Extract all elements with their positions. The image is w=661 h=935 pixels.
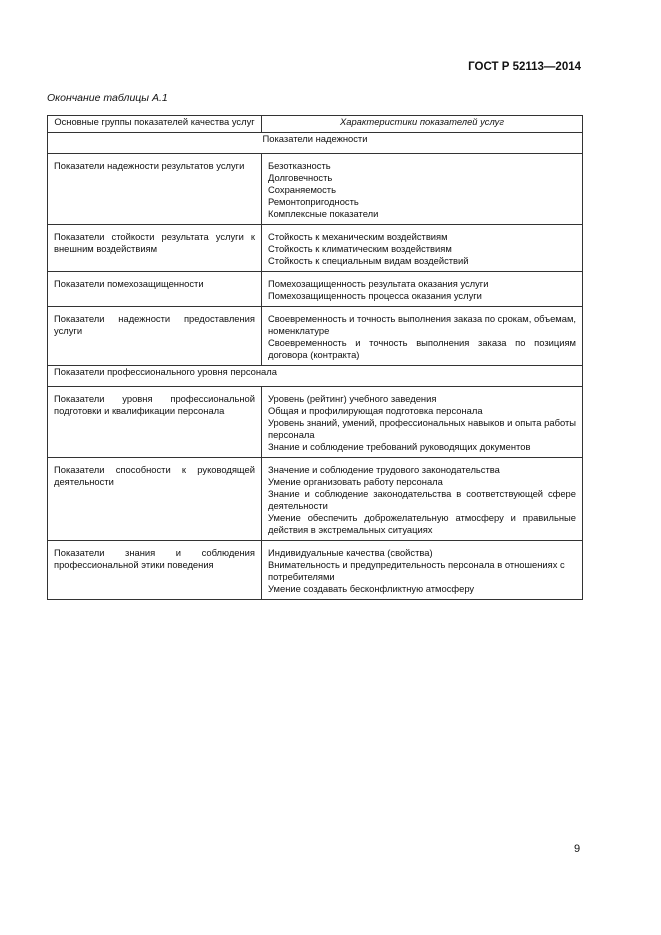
characteristic-item: Комплексные показатели — [268, 208, 379, 219]
characteristics-cell — [262, 154, 583, 225]
table-caption: Окончание таблицы А.1 — [47, 92, 168, 104]
characteristics-cell — [262, 387, 583, 458]
page-number: 9 — [574, 843, 581, 855]
section-row-reliability — [48, 133, 583, 154]
characteristic-item: Умение организовать работу персонала — [268, 476, 443, 487]
characteristic-item: Стойкость к механическим воздействиям — [268, 231, 448, 242]
group-cell: Показатели уровня профессиональной подготовки и квалификации персонала — [48, 387, 262, 458]
characteristic-item: Уровень (рейтинг) учебного заведения — [268, 393, 437, 404]
characteristic-item: Стойкость к климатическим воздействиям — [268, 243, 452, 254]
document-code: ГОСТ Р 52113—2014 — [468, 61, 581, 73]
characteristic-item: Своевременность и точность выполнения заказа по срокам, объемам, номенклатуре — [268, 313, 577, 336]
characteristic-item: Умение обеспечить доброжелательную атмосферу и правильные действия в экстремальных ситуациях — [268, 512, 576, 535]
characteristic-item: Знание и соблюдение требований руководящих документов — [268, 441, 531, 452]
characteristic-item: Долговечность — [268, 172, 333, 183]
column-header-groups: Основные группы показателей качества услуг — [48, 116, 262, 133]
section-row-personnel — [48, 366, 583, 387]
characteristic-item: Индивидуальные качества (свойства) — [268, 547, 433, 558]
section-title: Показатели профессионального уровня персонала — [48, 366, 583, 387]
table-row — [48, 272, 583, 307]
characteristics-cell — [262, 458, 583, 541]
table-row — [48, 225, 583, 272]
group-cell: Показатели помехозащищенности — [48, 272, 262, 307]
group-cell: Показатели надежности предоставления услуги — [48, 307, 262, 366]
table-row — [48, 387, 583, 458]
characteristics-cell — [262, 272, 583, 307]
characteristic-item: Сохраняемость — [268, 184, 336, 195]
group-cell: Показатели знания и соблюдения профессиональной этики поведения — [48, 541, 262, 600]
characteristic-item: Помехозащищенность результата оказания услуги — [268, 278, 489, 289]
characteristic-item: Общая и профилирующая подготовка персонала — [268, 405, 483, 416]
characteristics-cell — [262, 225, 583, 272]
table-header-row — [48, 116, 583, 133]
characteristic-item: Стойкость к специальным видам воздействий — [268, 255, 469, 266]
table-row — [48, 541, 583, 600]
group-cell: Показатели надежности результатов услуги — [48, 154, 262, 225]
characteristic-item: Безотказность — [268, 160, 331, 171]
characteristic-item: Знание и соблюдение законодательства в соответствующей сфере деятельности — [268, 488, 576, 511]
table-row — [48, 307, 583, 366]
column-header-characteristics: Характеристики показателей услуг — [262, 116, 583, 133]
characteristic-item: Умение создавать бесконфликтную атмосферу — [268, 583, 475, 594]
characteristic-item: Своевременность и точность выполнения заказа по позициям договора (контракта) — [268, 337, 576, 360]
quality-indicators-table — [47, 115, 583, 600]
characteristic-item: Ремонтопригодность — [268, 196, 359, 207]
table-row — [48, 458, 583, 541]
characteristic-item: Внимательность и предупредительность персонала в отношениях с потребителями — [268, 559, 565, 582]
characteristics-cell — [262, 541, 583, 600]
group-cell: Показатели стойкости результата услуги к внешним воздействиям — [48, 225, 262, 272]
section-title: Показатели надежности — [48, 133, 583, 154]
characteristics-cell — [262, 307, 583, 366]
group-cell: Показатели способности к руководящей деятельности — [48, 458, 262, 541]
table-row — [48, 154, 583, 225]
characteristic-item: Значение и соблюдение трудового законодательства — [268, 464, 500, 475]
characteristic-item: Уровень знаний, умений, профессиональных навыков и опыта работы персонала — [268, 417, 576, 440]
characteristic-item: Помехозащищенность процесса оказания услуги — [268, 290, 482, 301]
